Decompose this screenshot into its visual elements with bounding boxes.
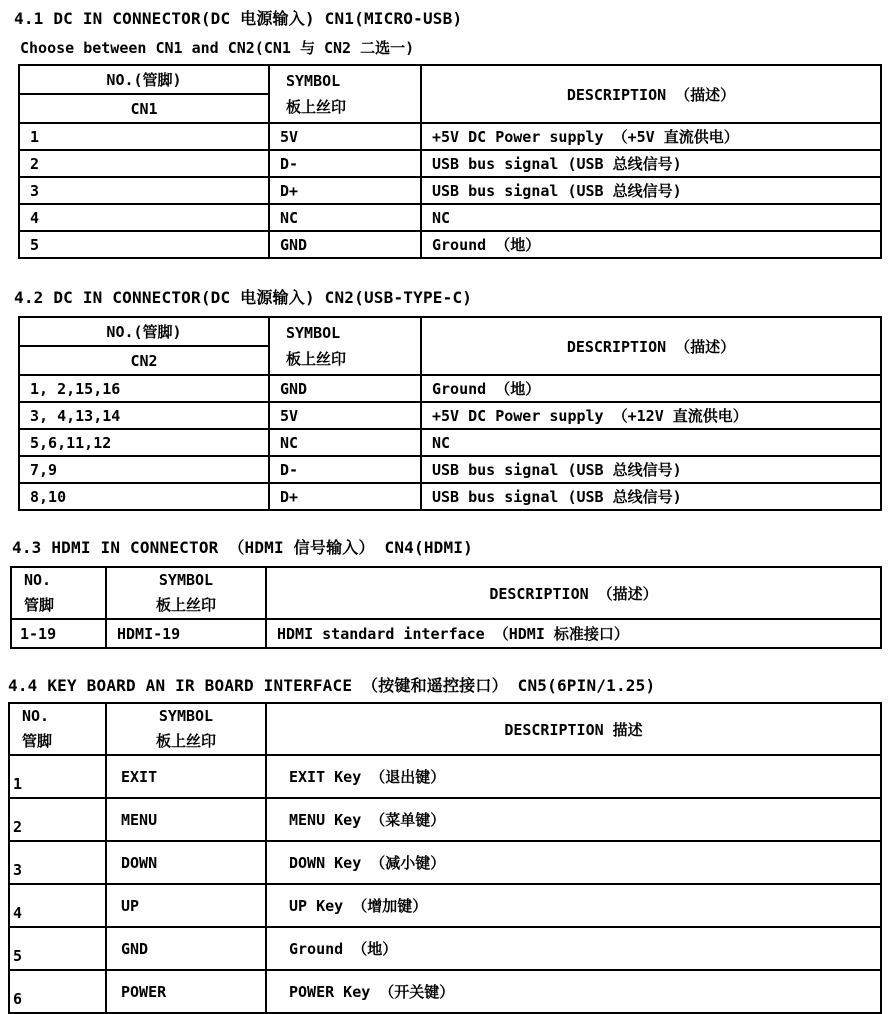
pin-no-cell: 3 (19, 177, 269, 204)
pin-table-row (19, 123, 881, 150)
header-symbol-cell (269, 317, 421, 375)
pin-symbol-cell: NC (269, 204, 421, 231)
section-subtitle-4-1: Choose between CN1 and CN2(CN1 与 CN2 二选一) (20, 39, 415, 57)
pin-description-cell: USB bus signal (USB 总线信号) (421, 177, 881, 204)
pin-no-cell: 5,6,11,12 (19, 429, 269, 456)
pin-description-cell: Ground （地） (421, 231, 881, 258)
pin-no-cell: 1 (9, 755, 106, 798)
pin-symbol-cell: UP (106, 884, 266, 927)
pin-table-row (19, 375, 881, 402)
pin-no-cell: 2 (9, 798, 106, 841)
header-no-line2: 管脚 (24, 596, 55, 614)
pin-description-cell: HDMI standard interface （HDMI 标准接口） (266, 619, 881, 648)
pin-no-cell: 4 (9, 884, 106, 927)
pin-description-cell: +5V DC Power supply （+5V 直流供电） (421, 123, 881, 150)
section-title-4-3: 4.3 HDMI IN CONNECTOR （HDMI 信号输入） CN4(HDMI) (12, 538, 474, 557)
header-no-line1: NO. (24, 571, 52, 589)
section-hdmi-in-cn4 (0, 535, 891, 649)
pin-description-cell: POWER Key （开关键） (266, 970, 881, 1013)
header-symbol-line2: 板上丝印 (286, 98, 347, 116)
pin-description-cell: EXIT Key （退出键） (266, 755, 881, 798)
pin-no-cell: 1-19 (11, 619, 106, 648)
pin-table-row (19, 429, 881, 456)
pin-symbol-cell: POWER (106, 970, 266, 1013)
pin-no-cell: 8,10 (19, 483, 269, 510)
pin-table-row (11, 619, 881, 648)
pin-no-cell: 5 (19, 231, 269, 258)
header-description-cell: DESCRIPTION 描述 (266, 703, 881, 755)
pin-symbol-cell: D+ (269, 483, 421, 510)
pin-table-row (9, 927, 881, 970)
pin-table-row (9, 798, 881, 841)
pin-no-cell: 1 (19, 123, 269, 150)
header-description-cell: DESCRIPTION （描述） (421, 65, 881, 123)
pin-symbol-cell: NC (269, 429, 421, 456)
header-no-cell (11, 567, 106, 619)
pin-description-cell: Ground （地） (421, 375, 881, 402)
cn1-pin-table (18, 64, 882, 259)
cn1-table-mount (0, 64, 891, 259)
pin-no-cell: 3 (9, 841, 106, 884)
pin-table-row (9, 970, 881, 1013)
pin-symbol-cell: MENU (106, 798, 266, 841)
pin-symbol-cell: GND (269, 231, 421, 258)
header-description-cell: DESCRIPTION （描述） (421, 317, 881, 375)
pin-table-row (19, 204, 881, 231)
header-description-cell: DESCRIPTION （描述） (266, 567, 881, 619)
pin-symbol-cell: 5V (269, 123, 421, 150)
pin-table-row (19, 150, 881, 177)
header-symbol-line2: 板上丝印 (286, 350, 347, 368)
header-symbol-cell (269, 65, 421, 123)
pin-table-row (9, 884, 881, 927)
header-symbol-line1: SYMBOL (158, 571, 214, 589)
header-symbol-cell (106, 703, 266, 755)
pin-no-cell: 7,9 (19, 456, 269, 483)
section-keyboard-ir-cn5 (0, 673, 891, 1014)
pin-no-cell: 5 (9, 927, 106, 970)
pin-no-cell: 4 (19, 204, 269, 231)
section-title-4-4: 4.4 KEY BOARD AN IR BOARD INTERFACE （按键和遥控接口） CN5(6PIN/1.25) (8, 676, 656, 695)
cn5-pin-table (8, 702, 882, 1014)
pin-description-cell: DOWN Key （减小键） (266, 841, 881, 884)
pin-symbol-cell: HDMI-19 (106, 619, 266, 648)
section-title-4-1: 4.1 DC IN CONNECTOR(DC 电源输入) CN1(MICRO-USB) (14, 9, 463, 28)
pin-table-row (19, 483, 881, 510)
pin-symbol-cell: GND (106, 927, 266, 970)
section-dc-in-cn2 (0, 285, 891, 511)
header-symbol-line1: SYMBOL (286, 72, 341, 90)
pin-description-cell: NC (421, 204, 881, 231)
pin-table-row (9, 841, 881, 884)
cn5-table-mount (0, 702, 891, 1014)
header-connector-cell: CN1 (19, 94, 269, 123)
header-symbol-line1: SYMBOL (286, 324, 341, 342)
section-title-4-2: 4.2 DC IN CONNECTOR(DC 电源输入) CN2(USB-TYPE-C) (14, 288, 473, 307)
pin-symbol-cell: D- (269, 150, 421, 177)
table-header-row (11, 567, 881, 619)
header-symbol-cell (106, 567, 266, 619)
pin-table-row (19, 231, 881, 258)
pin-table-row (19, 402, 881, 429)
pin-description-cell: UP Key （增加键） (266, 884, 881, 927)
pin-symbol-cell: D+ (269, 177, 421, 204)
pin-description-cell: Ground （地） (266, 927, 881, 970)
pin-description-cell: USB bus signal (USB 总线信号) (421, 456, 881, 483)
pin-description-cell: USB bus signal (USB 总线信号) (421, 150, 881, 177)
pin-description-cell: +5V DC Power supply （+12V 直流供电） (421, 402, 881, 429)
header-no-cell (9, 703, 106, 755)
pin-symbol-cell: D- (269, 456, 421, 483)
pin-description-cell: USB bus signal (USB 总线信号) (421, 483, 881, 510)
cn4-pin-table (10, 566, 882, 649)
header-no-line2: 管脚 (22, 732, 53, 750)
header-symbol-line1: SYMBOL (158, 707, 214, 725)
pin-description-cell: NC (421, 429, 881, 456)
header-no-line1: NO. (22, 707, 50, 725)
header-connector-cell: CN2 (19, 346, 269, 375)
pin-table-row (19, 177, 881, 204)
header-symbol-line2: 板上丝印 (155, 596, 216, 614)
header-symbol-line2: 板上丝印 (155, 732, 216, 750)
header-no-cell: NO.(管脚) (19, 65, 269, 94)
table-header-row (19, 65, 881, 94)
pin-symbol-cell: GND (269, 375, 421, 402)
pin-no-cell: 1, 2,15,16 (19, 375, 269, 402)
pin-table-row (19, 456, 881, 483)
pin-table-row (9, 755, 881, 798)
pin-symbol-cell: DOWN (106, 841, 266, 884)
pin-no-cell: 2 (19, 150, 269, 177)
pin-no-cell: 3, 4,13,14 (19, 402, 269, 429)
cn2-table-mount (0, 316, 891, 511)
pin-symbol-cell: EXIT (106, 755, 266, 798)
header-no-cell: NO.(管脚) (19, 317, 269, 346)
cn4-table-mount (0, 566, 891, 649)
pin-no-cell: 6 (9, 970, 106, 1013)
section-dc-in-cn1 (0, 6, 891, 259)
table-header-row (9, 703, 881, 755)
pin-symbol-cell: 5V (269, 402, 421, 429)
cn2-pin-table (18, 316, 882, 511)
table-header-row (19, 317, 881, 346)
pin-description-cell: MENU Key （菜单键） (266, 798, 881, 841)
